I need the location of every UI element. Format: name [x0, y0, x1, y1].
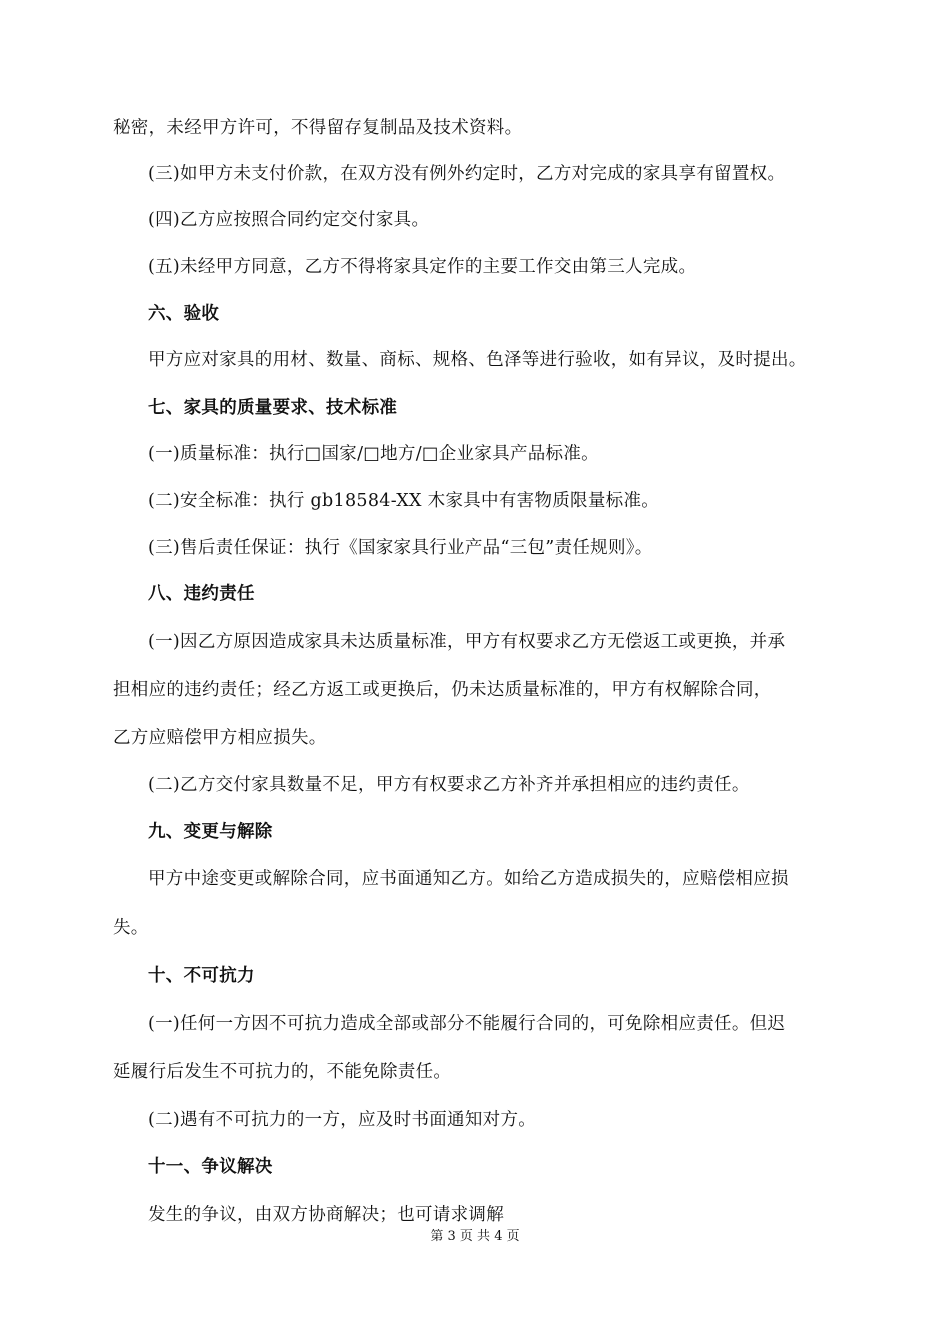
- section-heading: 十一、争议解决: [148, 1157, 273, 1177]
- section-heading: 八、违约责任: [148, 584, 255, 604]
- section-heading: 十、不可抗力: [148, 966, 255, 986]
- paragraph-line: 失。: [113, 918, 149, 938]
- paragraph-line: (一)质量标准：执行□国家/□地方/□企业家具产品标准。: [148, 444, 599, 464]
- paragraph-line: (二)遇有不可抗力的一方，应及时书面通知对方。: [148, 1110, 537, 1130]
- paragraph-line: (二)安全标准：执行 gb18584-XX 木家具中有害物质限量标准。: [148, 491, 660, 511]
- paragraph-line: 乙方应赔偿甲方相应损失。: [113, 728, 327, 748]
- paragraph-line: (三)如甲方未支付价款，在双方没有例外约定时，乙方对完成的家具享有留置权。: [148, 164, 786, 184]
- paragraph-line: (四)乙方应按照合同约定交付家具。: [148, 210, 430, 230]
- paragraph-line: 秘密，未经甲方许可，不得留存复制品及技术资料。: [113, 118, 523, 138]
- paragraph-line: 担相应的违约责任；经乙方返工或更换后，仍未达质量标准的，甲方有权解除合同，: [113, 680, 772, 700]
- section-heading: 六、验收: [148, 304, 220, 324]
- paragraph-line: 甲方中途变更或解除合同，应书面通知乙方。如给乙方造成损失的，应赔偿相应损: [148, 869, 789, 889]
- paragraph-line: (五)未经甲方同意，乙方不得将家具定作的主要工作交由第三人完成。: [148, 257, 697, 277]
- paragraph-line: (一)任何一方因不可抗力造成全部或部分不能履行合同的，可免除相应责任。但迟: [148, 1014, 786, 1034]
- section-heading: 九、变更与解除: [148, 822, 273, 842]
- paragraph-line: 甲方应对家具的用材、数量、商标、规格、色泽等进行验收，如有异议，及时提出。: [148, 350, 807, 370]
- paragraph-line: 发生的争议，由双方协商解决；也可请求调解: [148, 1205, 504, 1225]
- paragraph-line: (二)乙方交付家具数量不足，甲方有权要求乙方补齐并承担相应的违约责任。: [148, 775, 750, 795]
- section-heading: 七、家具的质量要求、技术标准: [148, 398, 398, 418]
- page-number-footer: 第 3 页 共 4 页: [430, 1229, 520, 1244]
- paragraph-line: (一)因乙方原因造成家具未达质量标准，甲方有权要求乙方无偿返工或更换，并承: [148, 632, 786, 652]
- paragraph-line: 延履行后发生不可抗力的，不能免除责任。: [113, 1062, 452, 1082]
- paragraph-line: (三)售后责任保证：执行《国家家具行业产品“三包”责任规则》。: [148, 538, 653, 558]
